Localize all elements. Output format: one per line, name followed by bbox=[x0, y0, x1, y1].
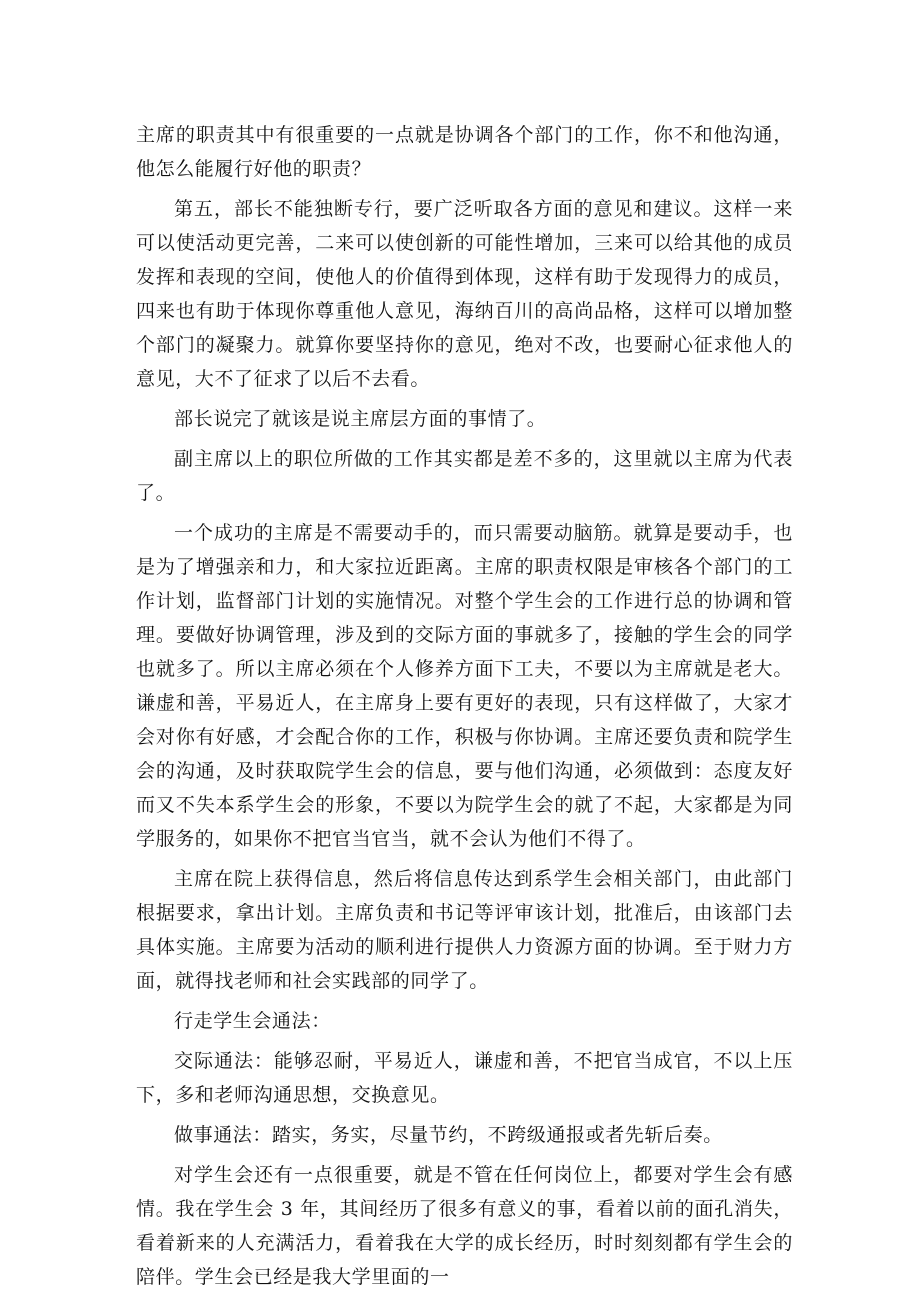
paragraph-5: 一个成功的主席是不需要动手的，而只需要动脑筋。就算是要动手，也是为了增强亲和力，和大家拉近距离。主席的职责权限是审核各个部门的工作计划，监督部门计划的实施情况。对整个学生会的工作进行总的协调和管理。要做好协调管理，涉及到的交际方面的事就多了，接触的学生会的同学也就多了。所以主席必须在个人修养方面下工夫，不要以为主席就是老大。谦虚和善，平易近人，在主席身上要有更好的表现，只有这样做了，大家才会对你有好感，才会配合你的工作，积极与你协调。主席还要负责和院学生会的沟通，及时获取院学生会的信息，要与他们沟通，必须做到：态度友好而又不失本系学生会的形象，不要以为院学生会的就了不起，大家都是为同学服务的，如果你不把官当官当，就不会认为他们不得了。 bbox=[136, 522, 793, 850]
paragraph-10: 对学生会还有一点很重要，就是不管在任何岗位上，都要对学生会有感情。我在学生会 3 年，其间经历了很多有意义的事，看着以前的面孔消失，看着新来的人充满活力，看着我在大学的成长经历，时时刻刻都有学生会的陪伴。学生会已经是我大学里面的一 bbox=[136, 1164, 793, 1288]
paragraph-9: 做事通法：踏实，务实，尽量节约，不跨级通报或者先斩后奏。 bbox=[174, 1124, 723, 1146]
paragraph-3: 部长说完了就该是说主席层方面的事情了。 bbox=[174, 408, 547, 430]
paragraph-8: 交际通法：能够忍耐，平易近人，谦虚和善，不把官当成官，不以上压下，多和老师沟通思想，交换意见。 bbox=[136, 1050, 793, 1106]
paragraph-4: 副主席以上的职位所做的工作其实都是差不多的，这里就以主席为代表了。 bbox=[136, 448, 793, 504]
paragraph-1: 主席的职责其中有很重要的一点就是协调各个部门的工作，你不和他沟通，他怎么能履行好他的职责？ bbox=[136, 124, 793, 180]
paragraph-2: 第五，部长不能独断专行，要广泛听取各方面的意见和建议。这样一来可以使活动更完善，二来可以使创新的可能性增加，三来可以给其他的成员发挥和表现的空间，使他人的价值得到体现，这样有助于发现得力的成员，四来也有助于体现你尊重他人意见，海纳百川的高尚品格，这样可以增加整个部门的凝聚力。就算你要坚持你的意见，绝对不改，也要耐心征求他人的意见，大不了征求了以后不去看。 bbox=[136, 198, 793, 390]
paragraph-7: 行走学生会通法： bbox=[174, 1010, 331, 1032]
paragraph-6: 主席在院上获得信息，然后将信息传达到系学生会相关部门，由此部门根据要求，拿出计划。主席负责和书记等评审该计划，批准后，由该部门去具体实施。主席要为活动的顺利进行提供人力资源方面的协调。至于财力方面，就得找老师和社会实践部的同学了。 bbox=[136, 868, 793, 992]
